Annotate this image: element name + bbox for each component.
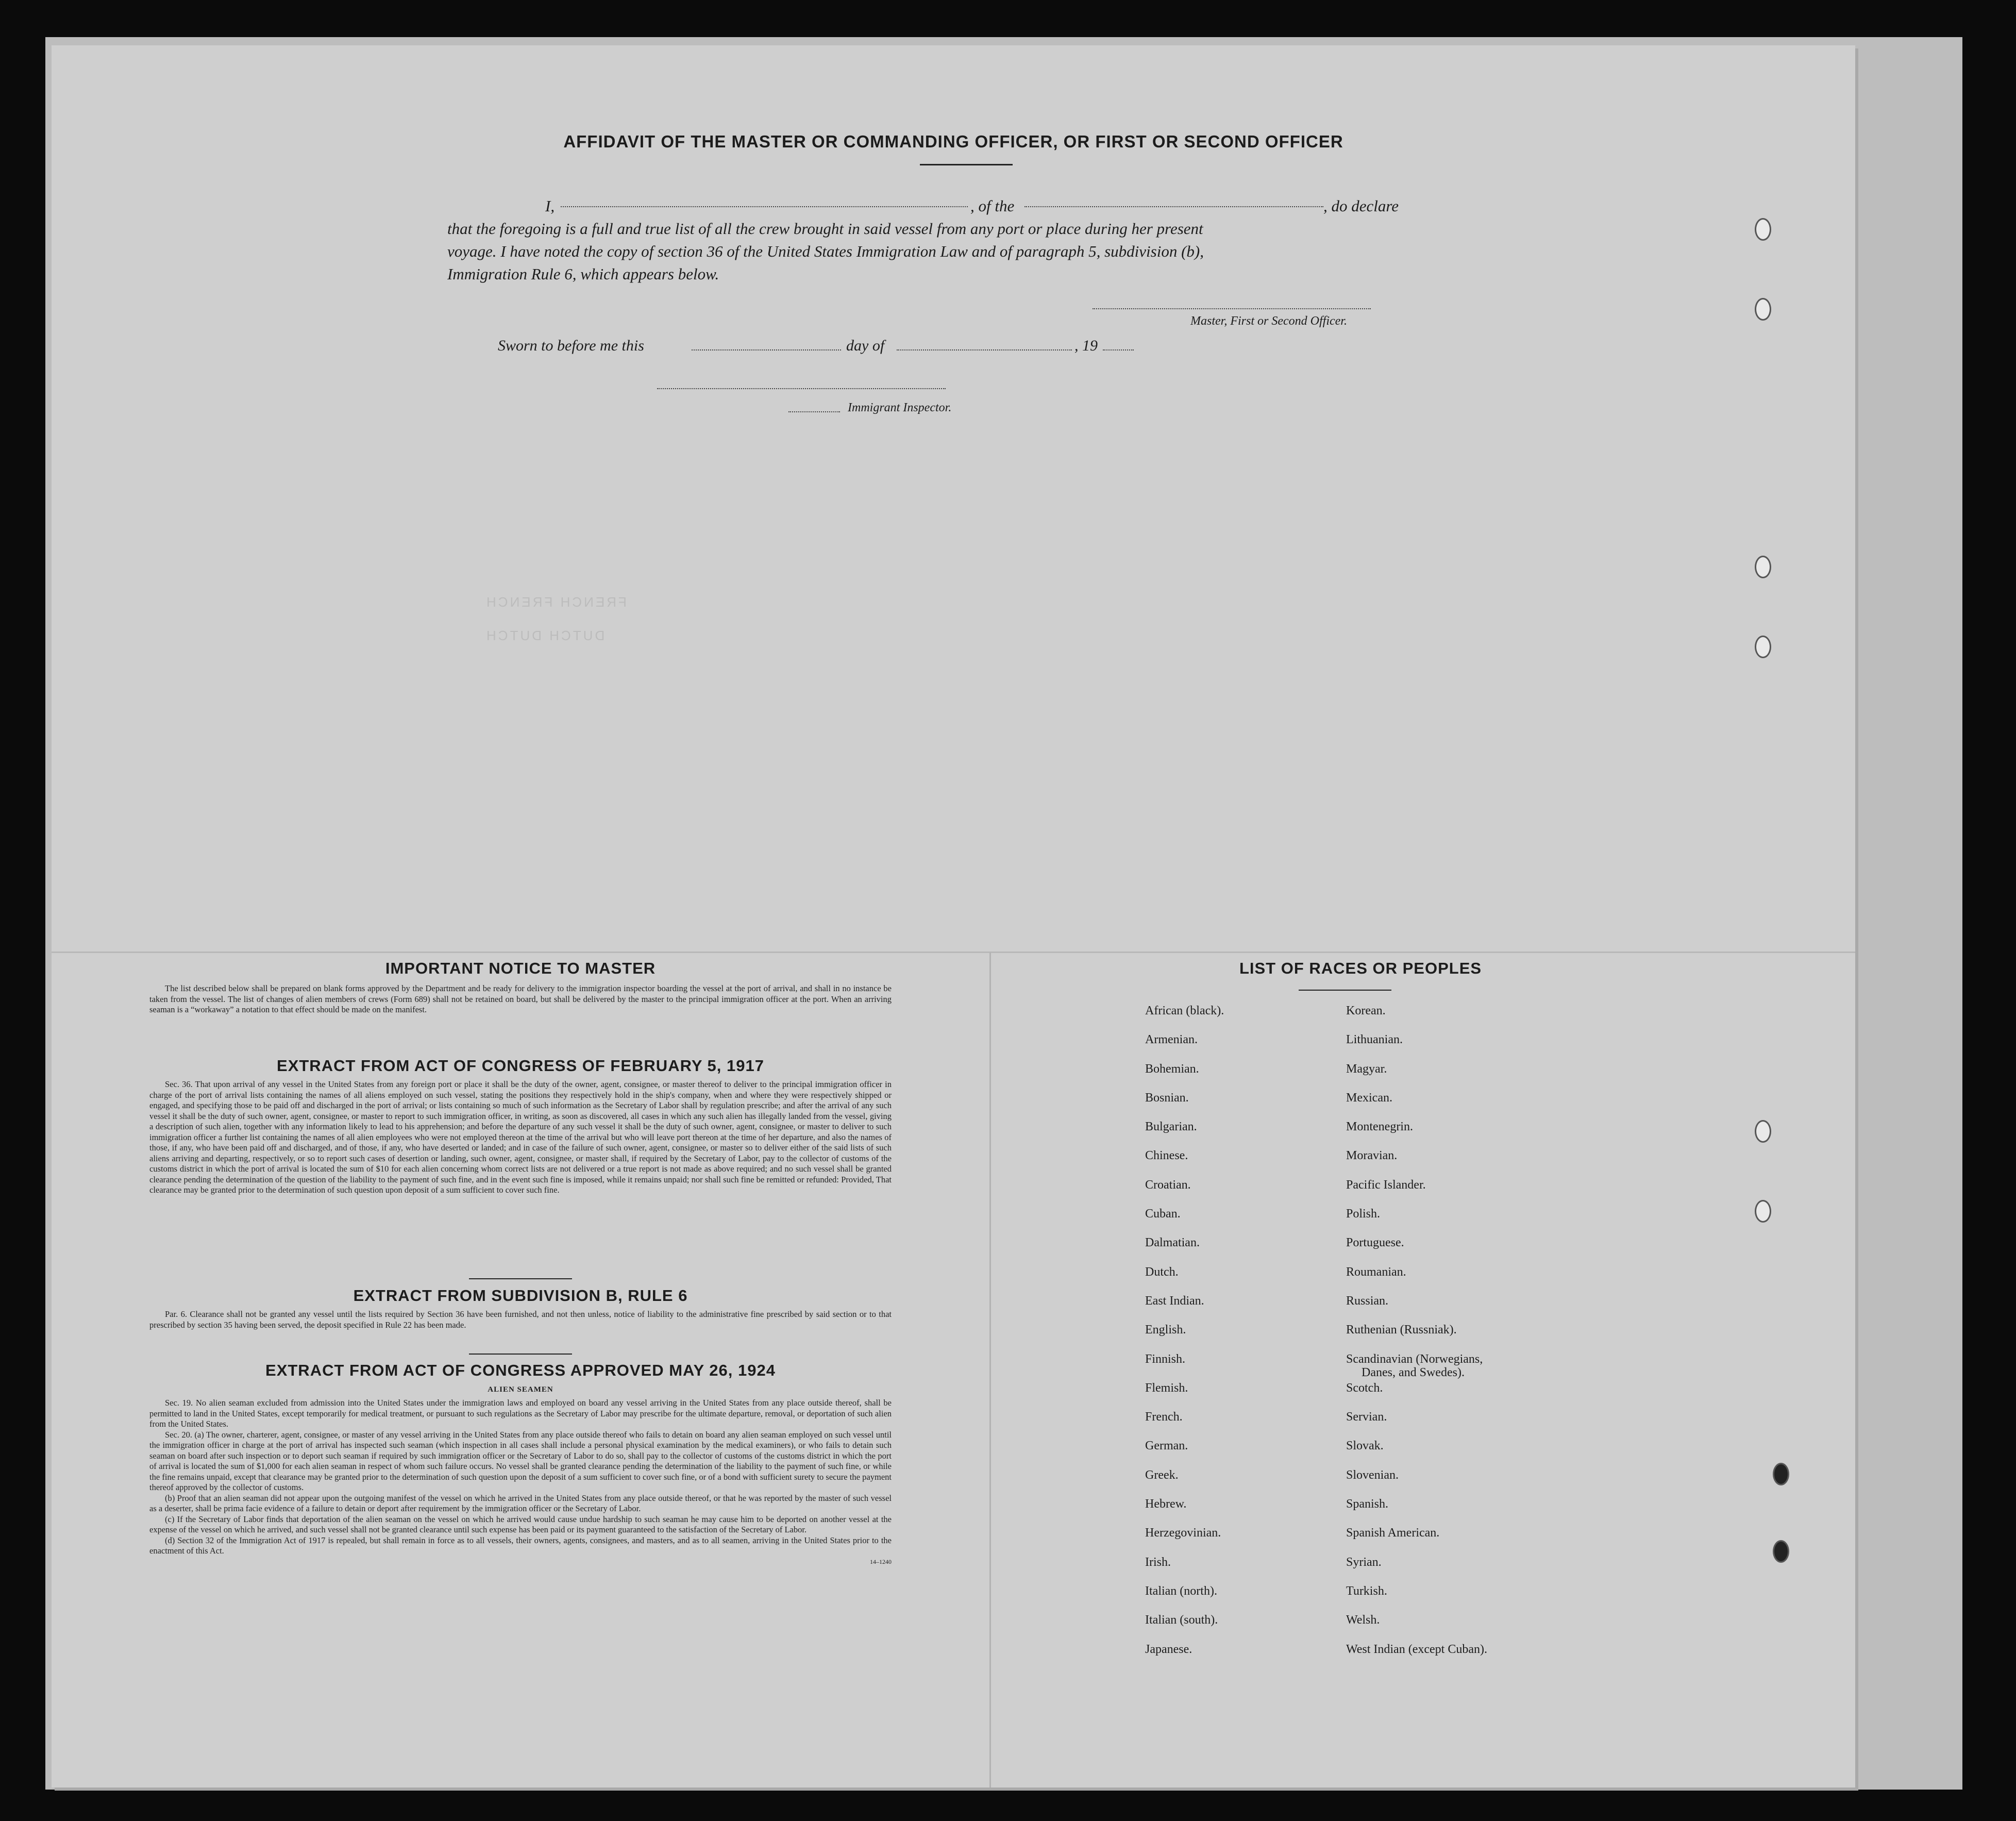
extract-1924-paragraph: Sec. 19. No alien seaman excluded from admission into the United States under the immigration laws and employed on board any vessel arriving in the United States from any place outside thereof, shall be permitted to land in the United States, except temporarily for medical treatment, or pursuant to such regulations as the Secretary of Labor may prescribe for the ultimate departure, removal, or deportation of such alien from the United States. <box>149 1398 892 1429</box>
race-item: Ruthenian (Russniak). <box>1346 1323 1457 1337</box>
race-item: Irish. <box>1145 1555 1171 1569</box>
extract-1924-text <box>149 1398 892 1567</box>
sworn-month-blank <box>897 349 1072 350</box>
races-title-underline <box>1299 990 1391 991</box>
punch-hole <box>1755 1200 1771 1223</box>
signature-line <box>1093 308 1371 309</box>
race-item: Greek. <box>1145 1468 1179 1482</box>
extract-1924-paragraph: (b) Proof that an alien seaman did not appear upon the outgoing manifest of the vessel on which he arrived in the United States from any place outside thereof, or that he was reported by the master of such vessel as a deserter, shall be prima facie evidence of a failure to detain or deport after requirement by the immigration officer or the Secretary of Labor. <box>149 1493 892 1513</box>
bleed-through-row: DUTCH DUTCH <box>484 628 605 643</box>
extract-1917-title: EXTRACT FROM ACT OF CONGRESS OF FEBRUARY 5, 1917 <box>277 1057 764 1075</box>
extract-1924-paragraph: (c) If the Secretary of Labor finds that deportation of the alien seaman on the vessel on which he arrived would cause undue hardship to such seaman he may cause him to be deported on another vessel at the expense of the vessel on which he arrived, and such vessel shall not be granted clearance until such expense has been paid or its payment guaranteed to the satisfaction of the Secretary of Labor. <box>149 1514 892 1534</box>
races-title: LIST OF RACES OR PEOPLES <box>1239 959 1482 977</box>
race-item: Spanish. <box>1346 1497 1389 1511</box>
affidavit-title: AFFIDAVIT OF THE MASTER OR COMMANDING OFFICER, OR FIRST OR SECOND OFFICER <box>563 132 1343 151</box>
race-item: Russian. <box>1346 1294 1389 1308</box>
sworn-day-blank <box>692 349 841 350</box>
inspector-signature-line <box>657 388 946 389</box>
extract-1917-text <box>149 1079 892 1196</box>
extract-1924-paragraph: (d) Section 32 of the Immigration Act of 1917 is repealed, but shall remain in force as to all vessels, their owners, agents, consignees, and masters, and as to all seamen, arriving in the United States prior to the enactment of this Act. <box>149 1535 892 1556</box>
race-item: Dalmatian. <box>1145 1236 1200 1250</box>
notice-text <box>149 983 892 1015</box>
race-item: Slovak. <box>1346 1439 1384 1453</box>
race-item: Portuguese. <box>1346 1236 1404 1250</box>
race-item: Polish. <box>1346 1207 1381 1221</box>
race-item: Scotch. <box>1346 1381 1383 1395</box>
race-item: Flemish. <box>1145 1381 1188 1395</box>
race-item: Turkish. <box>1346 1584 1387 1598</box>
extract-rule6-paragraph: Par. 6. Clearance shall not be granted any vessel until the lists required by Section 36 have been furnished, and not then unless, notice of liability to the administrative fine prescribed by said section or to that prescribed by section 35 having been served, the deposit specified in Rule 22 has been made. <box>149 1309 892 1330</box>
race-item-continuation: Danes, and Swedes). <box>1362 1365 1465 1379</box>
punch-hole <box>1773 1463 1789 1485</box>
sworn-year-label: , 19 <box>1074 337 1098 354</box>
race-item: Croatian. <box>1145 1178 1191 1192</box>
race-item: Bulgarian. <box>1145 1120 1197 1134</box>
race-item: Montenegrin. <box>1346 1120 1413 1134</box>
races-right-column <box>1346 1004 1487 1672</box>
race-item: Chinese. <box>1145 1149 1188 1163</box>
race-item: Bosnian. <box>1145 1091 1189 1105</box>
notice-paragraph: The list described below shall be prepared on blank forms approved by the Department and be ready for delivery to the immigration inspector boarding the vessel at the port of arrival, and shall in no instance be taken from the vessel. The list of changes of alien members of crews (Form 689) shall not be retained on board, but shall be delivered by the master to the principal immigration officer at the port. When an arriving seaman is a “workaway” a notation to that effect should be made on the manifest. <box>149 983 892 1014</box>
punch-hole <box>1773 1540 1789 1563</box>
extract-1924-paragraph: Sec. 20. (a) The owner, charterer, agent, consignee, or master of any vessel arriving in the United States from any place outside thereof who fails to detain on board any alien seaman employed on such vessel until the immigration officer in charge at the port of arrival has inspected such seaman (which inspection in all cases shall include a personal physical examination by the medical examiners), or who fails to detain such seaman on board after such inspection or to deport such seaman if required by such immigration officer or the Secretary of Labor to do so, shall pay to the collector of customs of the customs district in which the port of arrival is located the sum of $1,000 for each alien seaman in respect of whom such failure occurs. No vessel shall be granted clearance pending the determination of the liability to the payment of such fine, or while the fine remains unpaid, except that clearance may be granted prior to the determination of such question upon the deposit of a sum sufficient to cover such fine, or of a bond with sufficient surety to secure the payment thereof approved by the collector of customs. <box>149 1429 892 1492</box>
race-item: Korean. <box>1346 1004 1386 1017</box>
punch-hole <box>1755 218 1771 241</box>
document-page <box>52 45 1855 1787</box>
race-item: Welsh. <box>1346 1613 1380 1627</box>
sworn-day-label: day of <box>846 337 885 354</box>
section-divider <box>469 1354 572 1355</box>
race-item: East Indian. <box>1145 1294 1204 1308</box>
race-item: Italian (north). <box>1145 1584 1217 1598</box>
race-item: Cuban. <box>1145 1207 1181 1221</box>
race-item: African (black). <box>1145 1004 1224 1017</box>
race-item: Hebrew. <box>1145 1497 1187 1511</box>
race-item: Moravian. <box>1346 1149 1398 1163</box>
race-item: Bohemian. <box>1145 1062 1199 1076</box>
fold-line-horizontal <box>52 951 1855 953</box>
punch-hole <box>1755 1120 1771 1143</box>
race-item: Lithuanian. <box>1346 1033 1403 1047</box>
form-number: 14–1240 <box>870 1558 892 1565</box>
sworn-label: Sworn to before me this <box>498 337 644 354</box>
affidavit-line: voyage. I have noted the copy of section 36 of the United States Immigration Law and of paragraph 5, subdivision (b), <box>447 242 1204 260</box>
extract-1924-subtitle: ALIEN SEAMEN <box>488 1385 553 1394</box>
inspector-label: Immigrant Inspector. <box>848 401 952 414</box>
extract-1924-title: EXTRACT FROM ACT OF CONGRESS APPROVED MAY 26, 1924 <box>265 1361 776 1379</box>
punch-hole <box>1755 556 1771 578</box>
punch-hole <box>1755 298 1771 321</box>
affidavit-body <box>447 195 1473 286</box>
race-item: West Indian (except Cuban). <box>1346 1642 1487 1656</box>
race-item: Syrian. <box>1346 1555 1382 1569</box>
race-item: Servian. <box>1346 1410 1387 1424</box>
sworn-year-blank <box>1103 349 1134 350</box>
race-item: Italian (south). <box>1145 1613 1218 1627</box>
affidavit-line: that the foregoing is a full and true list of all the crew brought in said vessel from any port or place during her present <box>447 220 1203 238</box>
bleed-through-row: FRENCH FRENCH <box>484 594 627 610</box>
vessel-blank <box>1024 195 1323 207</box>
race-item: Scandinavian (Norwegians, <box>1346 1352 1483 1366</box>
name-blank <box>561 195 968 207</box>
race-item: Dutch. <box>1145 1265 1179 1279</box>
race-item: Pacific Islander. <box>1346 1178 1426 1192</box>
affidavit-i: I, <box>545 197 555 215</box>
race-item: Mexican. <box>1346 1091 1392 1105</box>
fold-line-vertical <box>989 953 991 1787</box>
signature-label: Master, First or Second Officer. <box>1190 314 1347 328</box>
race-item: Finnish. <box>1145 1352 1186 1366</box>
affidavit-of-the: , of the <box>970 197 1015 215</box>
race-item: Japanese. <box>1145 1642 1192 1656</box>
race-item: Herzegovinian. <box>1145 1526 1221 1540</box>
races-left-column <box>1145 1004 1224 1672</box>
race-item-multiline <box>1346 1352 1487 1381</box>
race-item: Roumanian. <box>1346 1265 1406 1279</box>
race-item: French. <box>1145 1410 1183 1424</box>
affidavit-declare: , do declare <box>1323 197 1399 215</box>
extract-1917-paragraph: Sec. 36. That upon arrival of any vessel in the United States from any foreign port or place it shall be the duty of the owner, agent, consignee, or master thereof to deliver to the principal immigration officer in charge of the port of arrival lists containing the names of all aliens employed on such vessel, stating the positions they respectively hold in the ship's company, when and where they were respectively shipped or engaged, and specifying those to be paid off and discharged in the port of arrival; or lists containing so much of such information as the Secretary of Labor shall by regulation prescribe; and after the arrival of any such vessel it shall be the duty of such owner, agent, consignee, or master to report to such immigration officer, in writing, as soon as discovered, all cases in which any such alien has illegally landed from the vessel, giving a description of such alien, together with any information likely to lead to his apprehension; and before the departure of any such vessel it shall be the duty of such owner, agent, consignee, or master to deliver to such immigration officer a further list containing the names of all alien employees who were not employed thereon at the time of the arrival but who will leave port thereon at the time of her departure, and also the names of those, if any, who have been paid off and discharged, and of those, if any, who have deserted or landed; and in case of the failure of such owner, agent, consignee, or master so to deliver either of the said lists of such aliens arriving and departing, respectively, or so to report such cases of desertion or landing, such owner, agent, consignee, or master shall, if required by the Secretary of Labor, pay to the collector of customs of the customs district in which the port of arrival is located the sum of $10 for each alien concerning whom correct lists are not delivered or a true report is not made as above required; and no such vessel shall be granted clearance pending the determination of the question of the liability to the payment of such fine, and in the event such fine is imposed, while it remains unpaid; nor shall such fine be remitted or refunded: Provided, That clearance may be granted prior to the determination of such question upon deposit of a sum sufficient to cover such fine. <box>149 1079 892 1195</box>
race-item: Slovenian. <box>1346 1468 1399 1482</box>
extract-rule6-title: EXTRACT FROM SUBDIVISION B, RULE 6 <box>353 1287 688 1305</box>
title-underline <box>920 164 1013 165</box>
race-item: Armenian. <box>1145 1033 1198 1047</box>
race-item: Magyar. <box>1346 1062 1387 1076</box>
inspector-label-leader <box>788 411 840 412</box>
notice-title: IMPORTANT NOTICE TO MASTER <box>385 959 656 977</box>
race-item: Spanish American. <box>1346 1526 1440 1540</box>
section-divider <box>469 1278 572 1279</box>
affidavit-line: Immigration Rule 6, which appears below. <box>447 265 719 283</box>
race-item: German. <box>1145 1439 1188 1453</box>
race-item: English. <box>1145 1323 1186 1337</box>
extract-rule6-text <box>149 1309 892 1330</box>
punch-hole <box>1755 636 1771 658</box>
